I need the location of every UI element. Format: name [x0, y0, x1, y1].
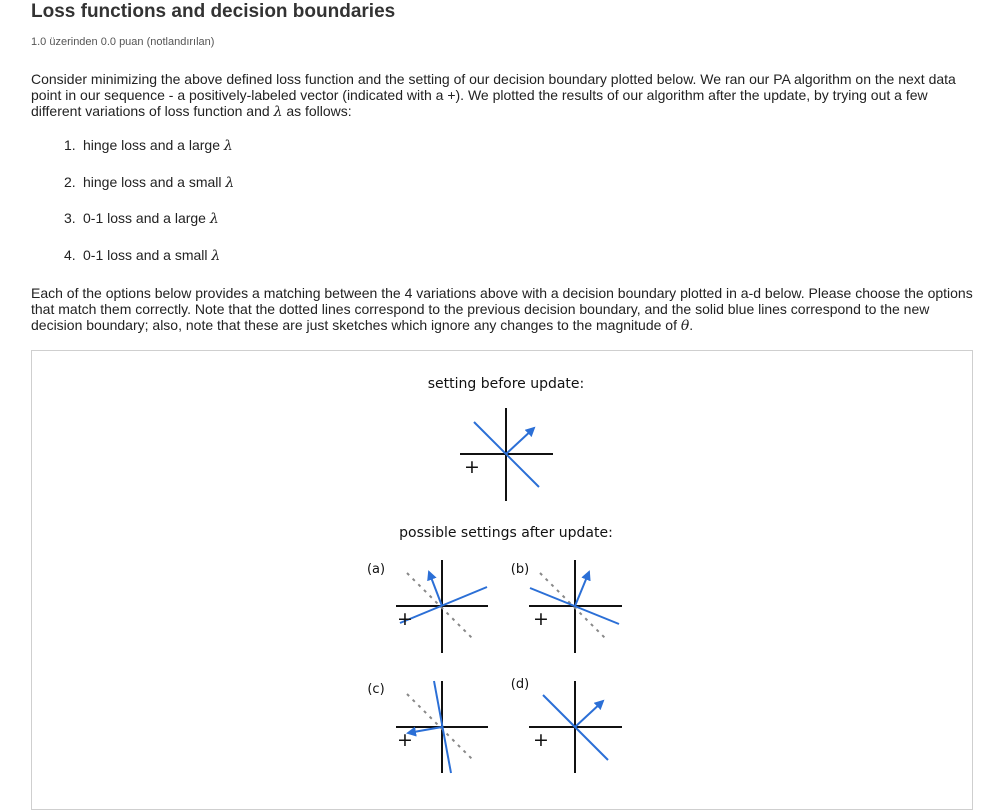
- question-title: Loss functions and decision boundaries: [31, 1, 396, 22]
- before-update-panel: [460, 408, 553, 501]
- lambda-symbol: λ: [209, 211, 219, 227]
- intro-text-end: as follows:: [282, 103, 352, 119]
- list-item: [64, 174, 234, 211]
- theta-symbol: θ: [680, 318, 690, 334]
- theta-arrow: [575, 701, 603, 727]
- decision-boundary-figure: [32, 351, 974, 811]
- list-item-number: 3.: [64, 210, 76, 226]
- list-item: [64, 137, 234, 174]
- lambda-symbol: λ: [223, 138, 233, 154]
- intro-text: Consider minimizing the above defined loss function and the setting of our decision boundary plotted below. We ran our PA algorithm on the next data point in our sequence - a positively-labeled vector (indicated with a +). We plotted the results of our algorithm after the update, by trying out a few different variations of loss function and: [31, 71, 956, 119]
- list-item: [64, 247, 234, 284]
- before-update-heading: setting before update:: [427, 376, 585, 392]
- lambda-symbol: λ: [225, 174, 235, 191]
- lambda-symbol: λ: [211, 247, 221, 264]
- panel-label: (a): [366, 562, 386, 577]
- list-item-number: 2.: [64, 173, 76, 190]
- figure-image: [31, 350, 973, 810]
- positive-point: +: [397, 608, 413, 630]
- theta-arrow: [429, 572, 442, 606]
- positive-point: +: [464, 456, 480, 478]
- list-item-text: hinge loss and a large: [83, 137, 224, 153]
- positive-point: +: [533, 729, 549, 751]
- positive-point: +: [533, 608, 549, 630]
- theta-arrow: [575, 572, 589, 606]
- panel-label: (d): [510, 677, 530, 692]
- instructions-text: Each of the options below provides a matching between the 4 variations above with a decision boundary plotted in a-d below. Please choose the options that match them correctly. Note that the dotted lines correspond to the previous decision boundary, and the solid blue lines correspond to the new decision boundary; also, note that these are just sketches which ignore any changes to the magnitude of: [31, 285, 973, 333]
- list-item-number: 4.: [64, 246, 76, 263]
- panel-label: (c): [367, 682, 385, 697]
- positive-point: +: [397, 729, 413, 751]
- panel-label: (b): [510, 562, 530, 577]
- list-item-text: 0-1 loss and a small: [83, 246, 212, 263]
- instructions-end: .: [689, 317, 694, 333]
- question-instructions: [31, 285, 975, 334]
- after-update-heading: possible settings after update:: [399, 525, 613, 541]
- list-item: [64, 210, 234, 247]
- list-item-text: 0-1 loss and a large: [83, 210, 210, 226]
- lambda-symbol: λ: [273, 104, 283, 120]
- panel-a: [367, 560, 488, 653]
- list-item-text: hinge loss and a small: [83, 173, 226, 190]
- question-intro: [31, 71, 975, 120]
- theta-arrow: [506, 428, 534, 454]
- points-status: 1.0 üzerinden 0.0 puan (notlandırılan): [31, 36, 215, 48]
- panel-c: [367, 681, 488, 773]
- variation-list: [64, 137, 234, 283]
- list-item-number: 1.: [64, 137, 76, 153]
- panel-b: [511, 560, 622, 653]
- panel-d: [511, 677, 622, 773]
